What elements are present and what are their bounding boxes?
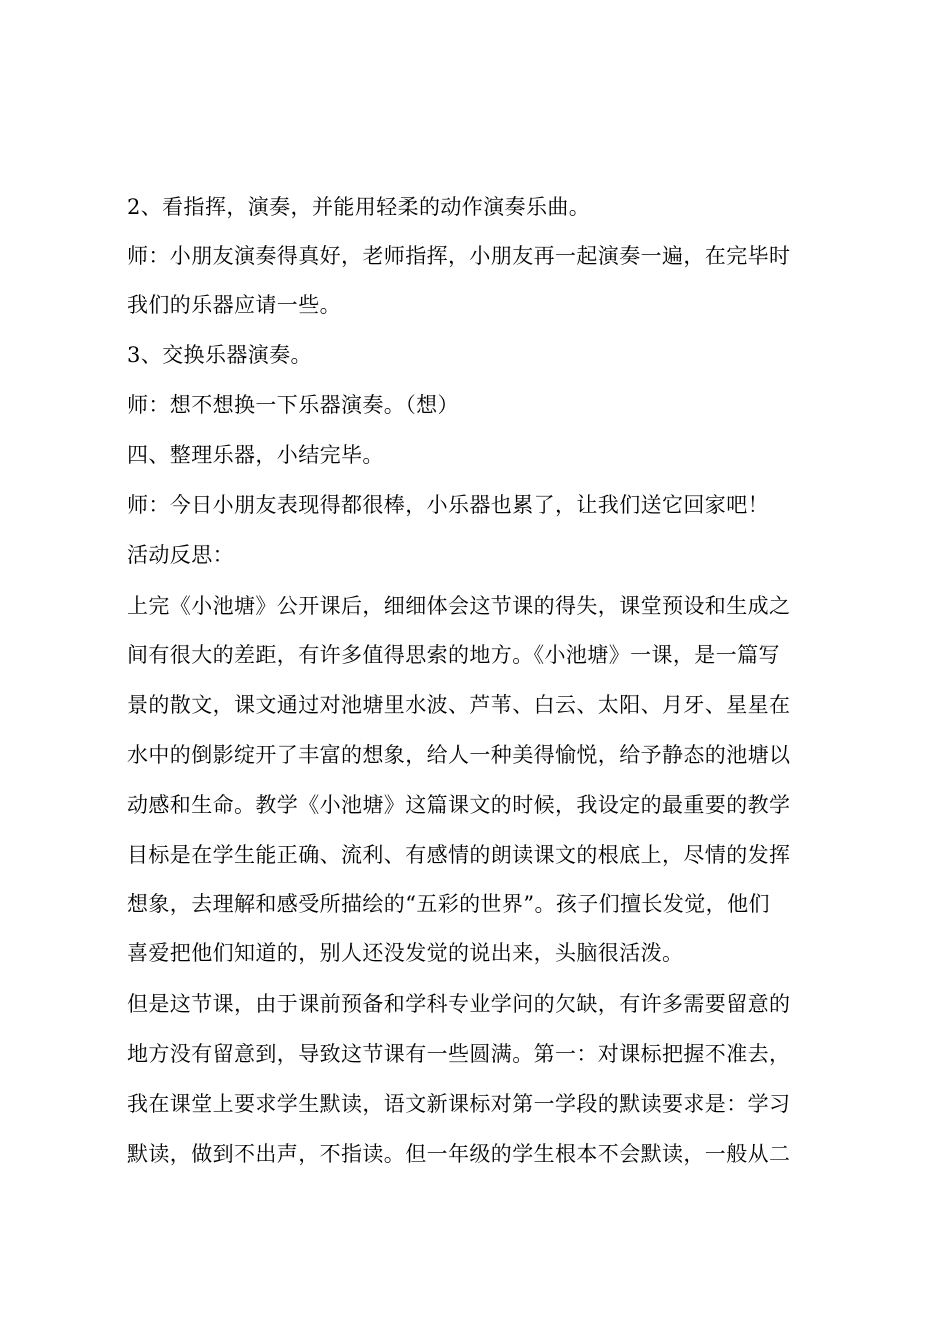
text-line: 水中的倒影绽开了丰富的想象，给人一种美得愉悦，给予静态的池塘以 [127,743,791,767]
text-line: 师：小朋友演奏得真好，老师指挥，小朋友再一起演奏一遍，在完毕时 [127,244,791,268]
text-line: 上完《小池塘》公开课后，细细体会这节课的得失，课堂预设和生成之 [127,594,791,618]
text-line: 我们的乐器应请一些。 [127,293,341,317]
text-line: 目标是在学生能正确、流利、有感情的朗读课文的根底上，尽情的发挥 [127,843,791,867]
section-heading: 活动反思： [127,543,234,567]
text-line: 但是这节课，由于课前预备和学科专业学问的欠缺，有许多需要留意的 [127,992,791,1016]
text-line: 景的散文，课文通过对池塘里水波、芦苇、白云、太阳、月牙、星星在 [127,693,791,717]
text-line: 2、看指挥，演奏，并能用轻柔的动作演奏乐曲。 [127,195,591,219]
text-line: 喜爱把他们知道的，别人还没发觉的说出来，头脑很活泼。 [127,941,684,965]
text-line: 师：想不想换一下乐器演奏。（想） [127,393,459,417]
text-line: 地方没有留意到，导致这节课有一些圆满。第一：对课标把握不准去， [127,1042,791,1066]
text-line: 3、交换乐器演奏。 [127,343,312,367]
text-line: 四、整理乐器，小结完毕。 [127,443,384,467]
text-line: 想象，去理解和感受所描绘的“五彩的世界”。孩子们擅长发觉，他们 [127,892,770,916]
text-line: 师：今日小朋友表现得都很棒，小乐器也累了，让我们送它回家吧！ [127,493,769,517]
text-line: 默读，做到不出声，不指读。但一年级的学生根本不会默读，一般从二 [127,1142,791,1166]
text-line: 间有很大的差距，有许多值得思索的地方。《小池塘》一课，是一篇写 [127,643,780,667]
text-line: 我在课堂上要求学生默读，语文新课标对第一学段的默读要求是：学习 [127,1092,791,1116]
text-line: 动感和生命。教学《小池塘》这篇课文的时候，我设定的最重要的教学 [127,793,791,817]
